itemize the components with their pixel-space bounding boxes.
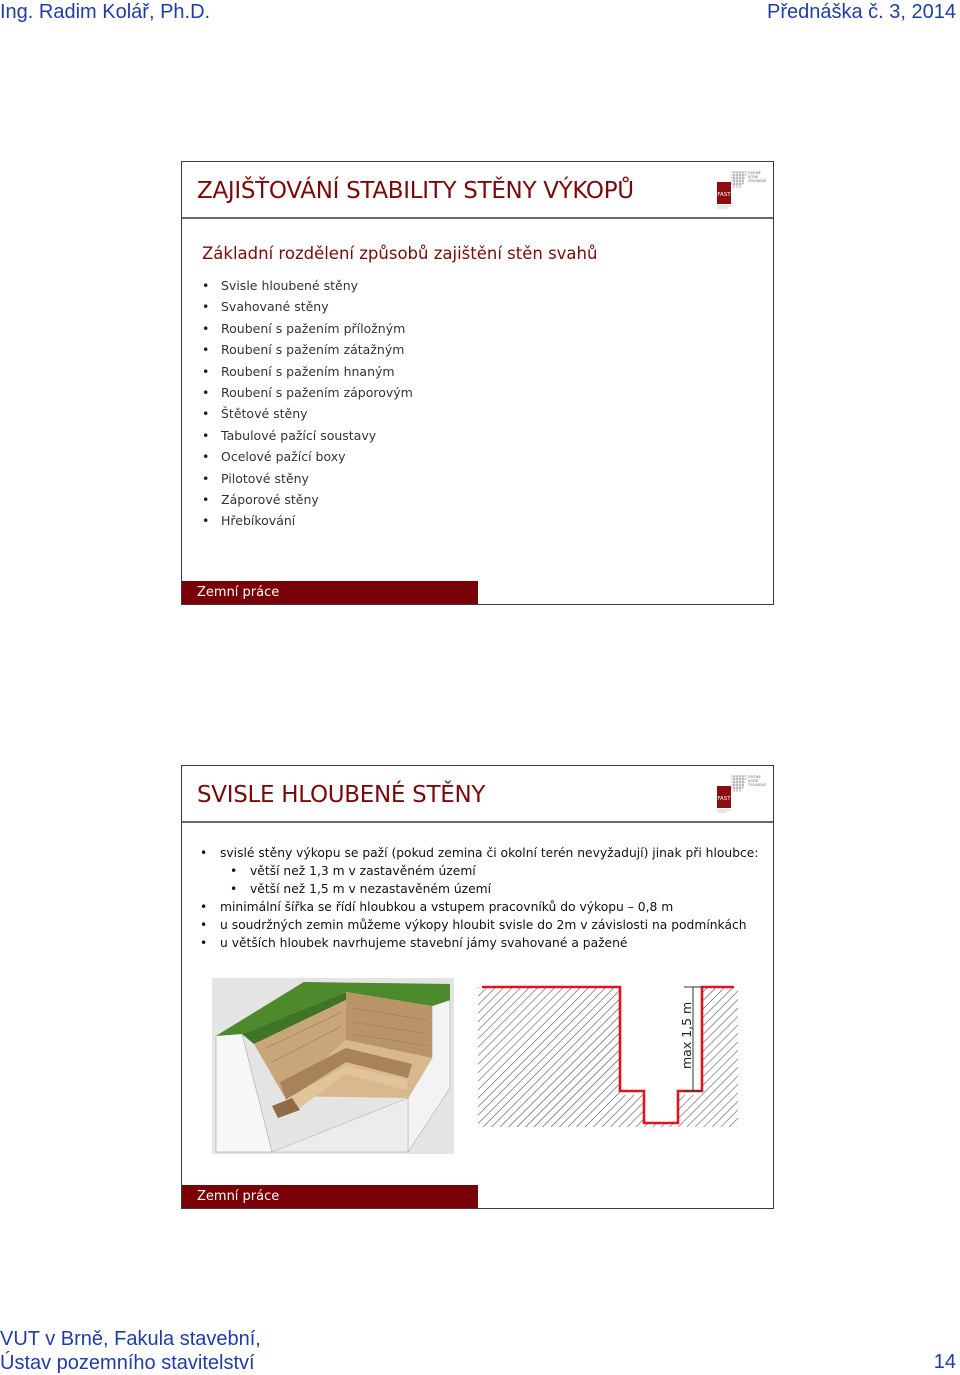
list-item: • u větších hloubek navrhujeme stavební jámy svahované a pažené — [200, 935, 760, 953]
footer-line-1: VUT v Brně, Fakula stavební, — [0, 1328, 261, 1350]
footer-band: Zemní práce — [182, 581, 478, 604]
list-item: • Ocelové pažící boxy — [202, 446, 413, 467]
list-item: • Pilotové stěny — [202, 468, 413, 489]
list-subitem: • větší než 1,3 m v zastavěném území — [200, 863, 760, 881]
header-author: Ing. Radim Kolář, Ph.D. — [0, 1, 211, 23]
svg-text:VYSOKÉ: VYSOKÉ — [748, 171, 761, 175]
list-item: • Roubení s pažením příložným — [202, 318, 413, 339]
list-item: • Tabulové pažící soustavy — [202, 425, 413, 446]
svg-text:FAST: FAST — [717, 796, 731, 802]
list-item: • minimální šířka se řídí hloubkou a vstupem pracovníků do výkopu – 0,8 m — [200, 899, 760, 917]
svg-text:TECHNICKÉ: TECHNICKÉ — [748, 783, 767, 787]
list-item: • Roubení s pažením hnaným — [202, 361, 413, 382]
svg-text:TECHNICKÉ: TECHNICKÉ — [748, 179, 767, 183]
svg-text:VYSOKÉ: VYSOKÉ — [748, 775, 761, 779]
list-item: • Roubení s pažením zátažným — [202, 339, 413, 360]
list-item: • Hřebíkování — [202, 510, 413, 531]
slide-title: SVISLE HLOUBENÉ STĚNY — [197, 782, 486, 808]
svg-text:UČENÍ: UČENÍ — [748, 779, 758, 783]
points-list — [200, 845, 760, 952]
page-number: 14 — [933, 1351, 956, 1373]
svg-text:FAST: FAST — [717, 192, 731, 198]
list-item: • Štětové stěny — [202, 403, 413, 424]
title-separator — [182, 217, 773, 219]
dimension-label: max 1,5 m — [679, 1001, 694, 1069]
trench-section-diagram — [478, 979, 738, 1139]
slide-title: ZAJIŠŤOVÁNÍ STABILITY STĚNY VÝKOPŮ — [197, 178, 634, 204]
list-subitem: • větší než 1,5 m v nezastavěném území — [200, 881, 760, 899]
footer-line-2: Ústav pozemního stavitelství — [0, 1352, 255, 1374]
header-lecture: Přednáška č. 3, 2014 — [766, 1, 956, 23]
title-separator — [182, 821, 773, 823]
slide-subtitle: Základní rozdělení způsobů zajištění stěn svahů — [202, 244, 598, 263]
footer-band: Zemní práce — [182, 1185, 478, 1208]
slide-1 — [181, 161, 774, 605]
method-list — [202, 275, 413, 532]
excavation-3d-illustration — [212, 978, 454, 1154]
list-item: • Svisle hloubené stěny — [202, 275, 413, 296]
list-item: • Roubení s pažením záporovým — [202, 382, 413, 403]
list-item: • Záporové stěny — [202, 489, 413, 510]
list-item: • svislé stěny výkopu se paží (pokud zemina či okolní terén nevyžadují) jinak při hloubce: — [200, 845, 760, 863]
fast-logo-icon — [715, 168, 767, 210]
list-item: • u soudržných zemin můžeme výkopy hloubit svisle do 2m v závislosti na podmínkách — [200, 917, 760, 935]
fast-logo-icon — [715, 772, 767, 814]
list-item: • Svahované stěny — [202, 296, 413, 317]
slide-2 — [181, 765, 774, 1209]
svg-text:UČENÍ: UČENÍ — [748, 175, 758, 179]
